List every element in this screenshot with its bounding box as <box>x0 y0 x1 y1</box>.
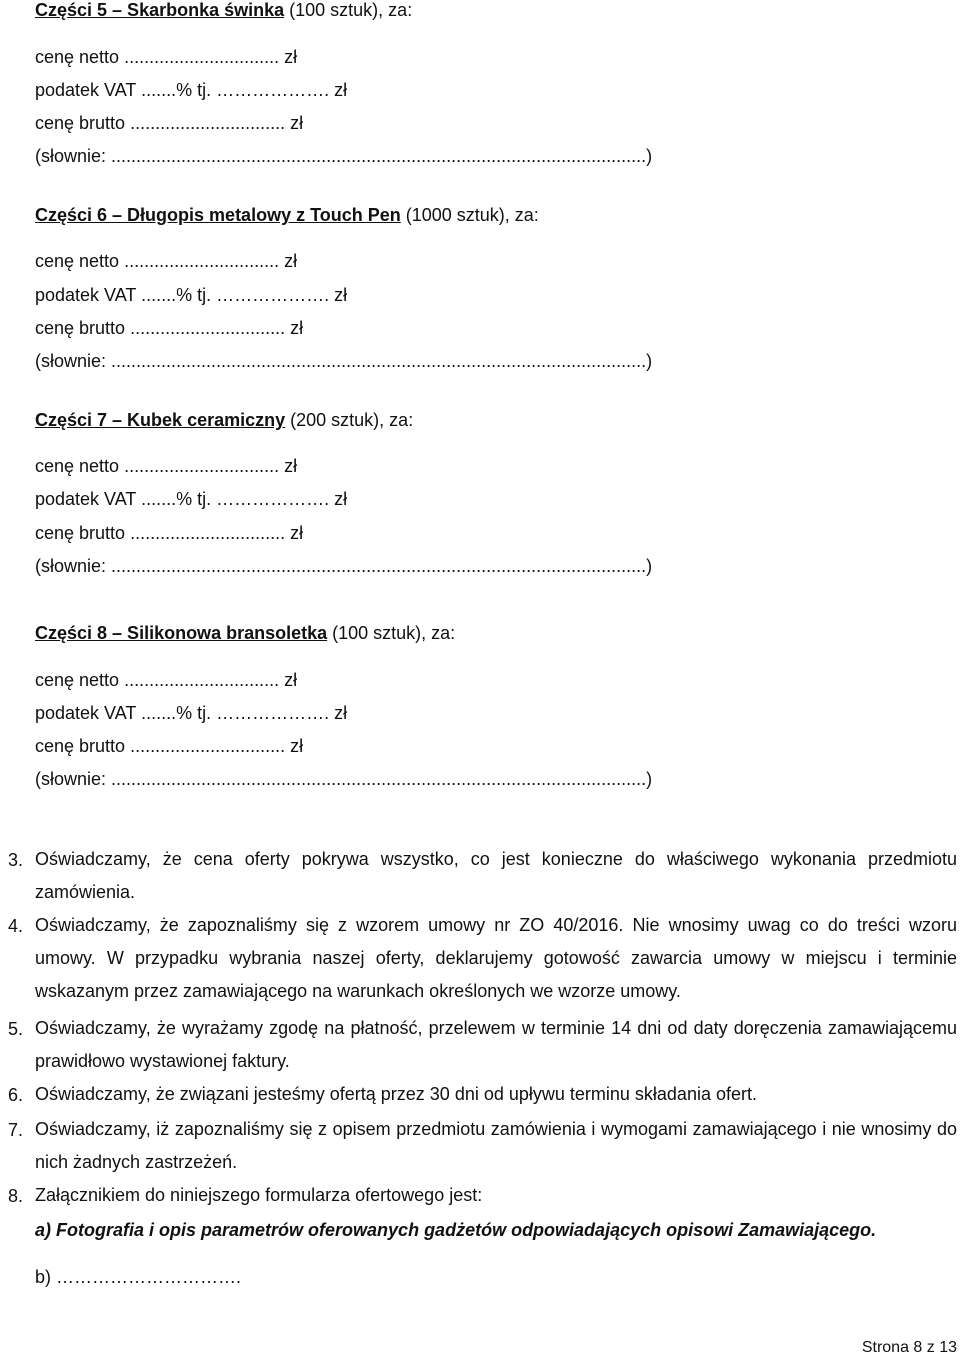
section-quantity: (100 sztuk), za: <box>327 623 456 643</box>
brutto-line: cenę brutto ............................... zł <box>35 318 304 338</box>
slownie-line: (słownie: ...........................................................................................................) <box>35 556 653 576</box>
vat-line: podatek VAT .......% tj. ………………. zł <box>35 703 348 723</box>
statement-number: 6. <box>8 1085 24 1105</box>
statement-text: Oświadczamy, iż zapoznaliśmy się z opisem przedmiotu zamówienia i wymogami zamawiającego i nie wnosimy do nich żadnych zastrzeżeń. <box>35 1119 957 1172</box>
section-title: Części 6 – Długopis metalowy z Touch Pen <box>35 205 401 225</box>
section-quantity: (200 sztuk), za: <box>285 410 414 430</box>
vat-line: podatek VAT .......% tj. ………………. zł <box>35 489 348 509</box>
attachment-a: a) Fotografia i opis parametrów oferowanych gadżetów odpowiadających opisowi Zamawiającego. <box>35 1220 877 1240</box>
section-title: Części 5 – Skarbonka świnka <box>35 0 285 20</box>
statement-number: 5. <box>8 1019 24 1039</box>
statement-text: Oświadczamy, że związani jesteśmy ofertą przez 30 dni od upływu terminu składania ofert. <box>35 1084 757 1104</box>
vat-line: podatek VAT .......% tj. ………………. zł <box>35 285 348 305</box>
vat-line: podatek VAT .......% tj. ………………. zł <box>35 80 348 100</box>
section-quantity: (1000 sztuk), za: <box>400 205 539 225</box>
netto-line: cenę netto ............................... zł <box>35 47 298 67</box>
section-quantity: (100 sztuk), za: <box>284 0 413 20</box>
page-number: Strona 8 z 13 <box>861 1339 957 1356</box>
brutto-line: cenę brutto ............................... zł <box>35 113 304 133</box>
statement-number: 4. <box>8 916 24 936</box>
slownie-line: (słownie: ...........................................................................................................) <box>35 769 653 789</box>
brutto-line: cenę brutto ............................... zł <box>35 523 304 543</box>
statement-number: 8. <box>8 1186 24 1206</box>
netto-line: cenę netto ............................... zł <box>35 670 298 690</box>
section-title: Części 8 – Silikonowa bransoletka <box>35 623 328 643</box>
statement-text: Załącznikiem do niniejszego formularza ofertowego jest: <box>35 1185 483 1205</box>
brutto-line: cenę brutto ............................... zł <box>35 736 304 756</box>
netto-line: cenę netto ............................... zł <box>35 251 298 271</box>
statement-text: Oświadczamy, że zapoznaliśmy się z wzorem umowy nr ZO 40/2016. Nie wnosimy uwag co do treści wzoru umowy. W przypadku wybrania naszej oferty, deklarujemy gotowość zawarcia umowy w miejscu i terminie wskazanym przez zamawiającego na warunkach określonych we wzorze umowy. <box>35 915 957 1001</box>
statement-text: Oświadczamy, że wyrażamy zgodę na płatność, przelewem w terminie 14 dni od daty doręczenia zamawiającemu prawidłowo wystawionej faktury. <box>35 1018 957 1071</box>
netto-line: cenę netto ............................... zł <box>35 456 298 476</box>
attachment-b: b) …………………………. <box>35 1267 242 1287</box>
section-heading-8 <box>35 623 455 645</box>
section-title: Części 7 – Kubek ceramiczny <box>35 410 286 430</box>
statement-text: Oświadczamy, że cena oferty pokrywa wszystko, co jest konieczne do właściwego wykonania przedmiotu zamówienia. <box>35 849 957 902</box>
section-heading-5 <box>35 0 412 22</box>
statement-number: 7. <box>8 1120 24 1140</box>
slownie-line: (słownie: ...........................................................................................................) <box>35 146 653 166</box>
statement-number: 3. <box>8 850 24 870</box>
section-heading-6 <box>35 205 539 227</box>
section-heading-7 <box>35 410 413 432</box>
slownie-line: (słownie: ...........................................................................................................) <box>35 351 653 371</box>
